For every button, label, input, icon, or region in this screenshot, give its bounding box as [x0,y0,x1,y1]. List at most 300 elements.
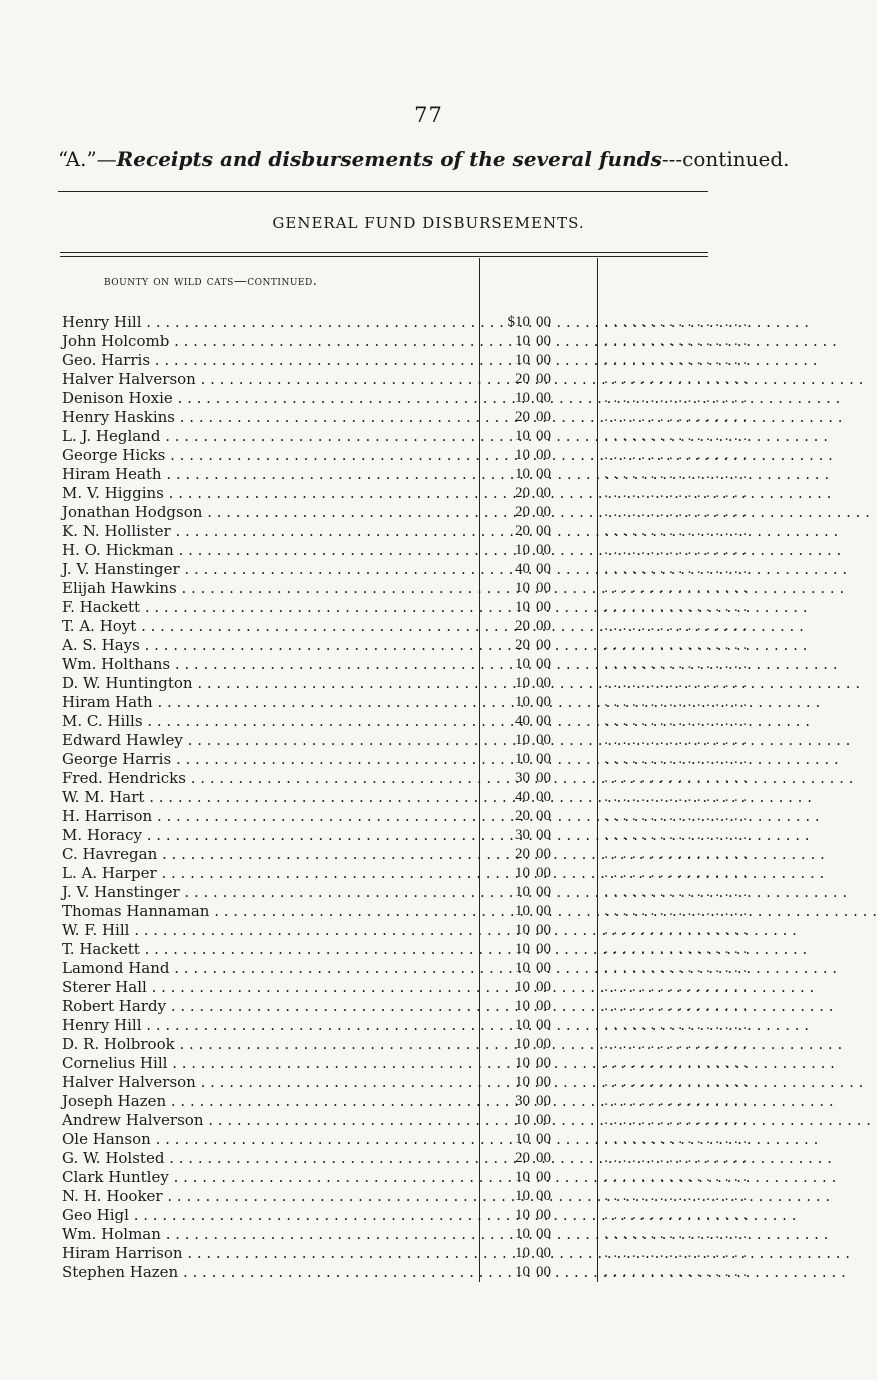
payee-name: Wm. Holman . . . [62,1225,476,1244]
amount-dollars: 10 [515,656,530,672]
amount [500,1149,592,1168]
sub-heading: bounty on wild cats—continued. [104,274,318,289]
payee-name: Lamond Hand . . . [62,959,476,978]
payee-name: F. Hackett . . . [62,598,476,617]
amount-dollars: 10 [515,960,530,976]
amount-cents: 00 [536,1036,551,1052]
amount-dollars: 30 [515,770,530,786]
amount [500,1130,592,1149]
table-row [0,1244,857,1263]
payee-name: Stephen Hazen . . . [62,1263,476,1282]
table-row [0,1168,857,1187]
amount [500,1187,592,1206]
amount [500,1168,592,1187]
amount-cents: 00 [536,1093,551,1109]
amount-cents: 00 [536,447,551,463]
amount [500,940,592,959]
amount-dollars: 20 [515,1150,530,1166]
empty-column-leader: . . . . . . . . . . . . . . . . [604,1132,748,1147]
table-row [0,864,857,883]
amount-dollars: 10 [515,1245,530,1261]
amount-dollars: 10 [515,352,530,368]
amount-cents: 00 [536,884,551,900]
amount [500,750,592,769]
amount-dollars: 10 [515,428,530,444]
empty-column-leader: . . . . . . . . . . . . . . . . [604,942,748,957]
amount-dollars: 20 [515,371,530,387]
heading-suffix: ---continued. [661,147,790,171]
amount-dollars: 40 [515,713,530,729]
amount-dollars: 10 [515,1264,530,1280]
empty-column-leader: . . . . . . . . . . . . . . . . [604,638,748,653]
empty-column-leader: . . . . . . . . . . . . . . . . [604,486,748,501]
table-row [0,1263,857,1282]
empty-column-leader: . . . . . . . . . . . . . . . . [604,847,748,862]
payee-name: M. C. Hills . . . [62,712,476,731]
payee-name: L. J. Hegland . . . [62,427,476,446]
empty-column-leader: . . . . . . . . . . . . . . . . [604,1075,748,1090]
amount [500,522,592,541]
empty-column-leader: . . . . . . . . . . . . . . . . [604,980,748,995]
table-row [0,997,857,1016]
amount-cents: 00 [536,751,551,767]
amount-cents: 00 [536,1207,551,1223]
amount-cents: 00 [536,314,551,330]
amount-dollars: 10 [515,542,530,558]
amount [500,1244,592,1263]
amount-cents: 00 [536,599,551,615]
empty-column-leader: . . . . . . . . . . . . . . . . [604,391,748,406]
amount-cents: 00 [536,1074,551,1090]
empty-column-leader: . . . . . . . . . . . . . . . . [604,334,748,349]
amount [500,408,592,427]
amount-dollars: 10 [515,1036,530,1052]
amount-dollars: 10 [515,998,530,1014]
empty-column-leader: . . . . . . . . . . . . . . . . [604,657,748,672]
amount-dollars: 40 [515,789,530,805]
amount [500,978,592,997]
amount [500,845,592,864]
amount-cents: 00 [536,1055,551,1071]
empty-column-leader: . . . . . . . . . . . . . . . . [604,410,748,425]
empty-column-leader: . . . . . . . . . . . . . . . . [604,1246,748,1261]
empty-column-leader: . . . . . . . . . . . . . . . . [604,790,748,805]
amount-dollars: 10 [515,447,530,463]
amount-cents: 00 [536,1131,551,1147]
amount-dollars: 20 [515,409,530,425]
amount [500,465,592,484]
amount-dollars: 20 [515,523,530,539]
amount-cents: 00 [536,409,551,425]
table-row [0,503,857,522]
payee-name: George Hicks . . . [62,446,476,465]
amount-cents: 00 [536,1017,551,1033]
amount-dollars: 10 [515,941,530,957]
amount-dollars: 10 [515,1112,530,1128]
payee-name: L. A. Harper . . . [62,864,476,883]
empty-column-leader: . . . . . . . . . . . . . . . . [604,771,748,786]
amount [500,446,592,465]
table-row [0,788,857,807]
amount-dollars: 10 [515,979,530,995]
payee-name: J. V. Hanstinger . . . [62,560,476,579]
amount-cents: 00 [536,428,551,444]
amount [500,1092,592,1111]
amount [500,617,592,636]
amount-cents: 00 [536,846,551,862]
payee-name: A. S. Hays . . . [62,636,476,655]
amount-dollars: 10 [515,884,530,900]
heading-italic: Receipts and disbursements of the several funds [116,147,662,171]
amount-cents: 00 [536,675,551,691]
table-row [0,617,857,636]
amount-cents: 00 [536,1150,551,1166]
table-row [0,484,857,503]
empty-column-leader: . . . . . . . . . . . . . . . . [604,923,748,938]
amount [500,332,592,351]
amount-cents: 00 [536,1264,551,1280]
amount [500,560,592,579]
amount-dollars: 10 [515,1188,530,1204]
empty-column-leader: . . . . . . . . . . . . . . . . [604,809,748,824]
amount-cents: 00 [536,390,551,406]
empty-column-leader: . . . . . . . . . . . . . . . . [604,581,748,596]
amount-dollars: 10 [515,333,530,349]
amount [500,1111,592,1130]
empty-column-leader: . . . . . . . . . . . . . . . . [604,1151,748,1166]
payee-name: D. W. Huntington . . . [62,674,476,693]
amount [500,541,592,560]
amount-cents: 00 [536,1245,551,1261]
amount [500,427,592,446]
table-row [0,427,857,446]
amount [500,826,592,845]
table-row [0,370,857,389]
amount [500,731,592,750]
table-row [0,1130,857,1149]
table-row [0,1092,857,1111]
empty-column-leader: . . . . . . . . . . . . . . . . [604,999,748,1014]
payee-name: Henry Hill . . . [62,313,476,332]
table-row [0,940,857,959]
amount-cents: 00 [536,485,551,501]
payee-name: M. Horacy . . . [62,826,476,845]
amount-cents: 00 [536,1188,551,1204]
table-row [0,655,857,674]
empty-column-leader: . . . . . . . . . . . . . . . . [604,695,748,710]
empty-column-leader: . . . . . . . . . . . . . . . . [604,543,748,558]
empty-column-leader: . . . . . . . . . . . . . . . . [604,1113,748,1128]
table-row [0,1035,857,1054]
amount [500,503,592,522]
amount-cents: 00 [536,941,551,957]
amount-dollars: 30 [515,1093,530,1109]
amount [500,788,592,807]
amount-dollars: 20 [515,504,530,520]
amount-cents: 00 [536,1112,551,1128]
amount-cents: 00 [536,523,551,539]
amount-dollars: 20 [515,485,530,501]
table-row [0,902,857,921]
payee-name: Halver Halverson . . . [62,370,476,389]
amount-dollars: 20 [515,846,530,862]
payee-name: Ole Hanson . . . [62,1130,476,1149]
amount [500,883,592,902]
empty-column-leader: . . . . . . . . . . . . . . . . [604,562,748,577]
payee-name: G. W. Holsted . . . [62,1149,476,1168]
payee-name: H. O. Hickman . . . [62,541,476,560]
payee-name: T. Hackett . . . [62,940,476,959]
table-row [0,978,857,997]
section-title: GENERAL FUND DISBURSEMENTS. [272,214,585,232]
table-row [0,408,857,427]
payee-name: Clark Huntley . . . [62,1168,476,1187]
empty-column-leader: . . . . . . . . . . . . . . . . [604,714,748,729]
payee-name: M. V. Higgins . . . [62,484,476,503]
amount [500,921,592,940]
payee-name: Joseph Hazen . . . [62,1092,476,1111]
empty-column-leader: . . . . . . . . . . . . . . . . [604,961,748,976]
table-row [0,465,857,484]
table-row [0,598,857,617]
amount-dollars: 10 [515,1131,530,1147]
amount-dollars: 10 [515,694,530,710]
empty-column-leader: . . . . . . . . . . . . . . . . [604,448,748,463]
amount [500,807,592,826]
empty-column-leader: . . . . . . . . . . . . . . . . [604,828,748,843]
amount-dollars: 10 [515,390,530,406]
table-row [0,1016,857,1035]
empty-column-leader: . . . . . . . . . . . . . . . . [604,1170,748,1185]
empty-column-leader: . . . . . . . . . . . . . . . . [604,619,748,634]
amount-dollars: 10 [515,1207,530,1223]
amount-dollars: 10 [515,1074,530,1090]
payee-name: J. V. Hanstinger . . . [62,883,476,902]
table-row [0,845,857,864]
amount-cents: 00 [536,865,551,881]
amount [500,1073,592,1092]
amount-dollars: 40 [515,561,530,577]
table-row [0,541,857,560]
amount-cents: 00 [536,998,551,1014]
amount-dollars: 10 [515,1169,530,1185]
payee-name: Elijah Hawkins . . . [62,579,476,598]
disbursement-list [0,313,857,1282]
empty-column-leader: . . . . . . . . . . . . . . . . [604,1227,748,1242]
empty-column-leader: . . . . . . . . . . . . . . . . [604,600,748,615]
amount-cents: 00 [536,827,551,843]
heading-rule [58,191,708,192]
amount [500,769,592,788]
amount [500,370,592,389]
amount-cents: 00 [536,580,551,596]
amount [500,351,592,370]
table-row [0,446,857,465]
table-row [0,693,857,712]
empty-column-leader: . . . . . . . . . . . . . . . . [604,1189,748,1204]
table-row [0,883,857,902]
payee-name: Andrew Halverson . . . [62,1111,476,1130]
table-row [0,712,857,731]
table-row [0,636,857,655]
empty-column-leader: . . . . . . . . . . . . . . . . [604,1208,748,1223]
empty-column-leader: . . . . . . . . . . . . . . . . [604,1094,748,1109]
payee-name: Geo. Harris . . . [62,351,476,370]
payee-name: C. Havregan . . . [62,845,476,864]
empty-column-leader: . . . . . . . . . . . . . . . . [604,505,748,520]
payee-name: D. R. Holbrook . . . [62,1035,476,1054]
empty-column-leader: . . . . . . . . . . . . . . . . [604,467,748,482]
amount-cents: 00 [536,694,551,710]
amount [500,1016,592,1035]
table-row [0,959,857,978]
page-heading [58,147,790,171]
payee-name: Wm. Holthans . . . [62,655,476,674]
amount-cents: 00 [536,656,551,672]
amount [500,1225,592,1244]
payee-name: W. M. Hart . . . [62,788,476,807]
payee-name: H. Harrison . . . [62,807,476,826]
table-row [0,921,857,940]
payee-name: Jonathan Hodgson . . . [62,503,476,522]
payee-name: Geo Higl . . . [62,1206,476,1225]
amount-dollars: 10 [515,580,530,596]
amount [500,313,592,332]
amount-cents: 00 [536,1226,551,1242]
amount [500,712,592,731]
payee-name: Robert Hardy . . . [62,997,476,1016]
table-row [0,731,857,750]
amount [500,1054,592,1073]
amount-dollars: 10 [515,1017,530,1033]
amount [500,579,592,598]
amount-dollars: 10 [515,1055,530,1071]
payee-name: Denison Hoxie . . . [62,389,476,408]
amount-cents: 00 [536,808,551,824]
amount-dollars: 20 [515,808,530,824]
empty-column-leader: . . . . . . . . . . . . . . . . [604,866,748,881]
amount [500,389,592,408]
empty-column-leader: . . . . . . . . . . . . . . . . [604,524,748,539]
amount-dollars: 10 [515,466,530,482]
empty-column-leader: . . . . . . . . . . . . . . . . [604,1037,748,1052]
payee-name: George Harris . . . [62,750,476,769]
amount-dollars: 10 [515,732,530,748]
table-row [0,1073,857,1092]
table-row [0,332,857,351]
amount [500,693,592,712]
empty-column-leader: . . . . . . . . . . . . . . . . [604,429,748,444]
amount-cents: 00 [536,561,551,577]
amount-cents: 00 [536,637,551,653]
table-top-double-rule [60,252,708,257]
payee-name: Sterer Hall . . . [62,978,476,997]
table-row [0,1187,857,1206]
amount-cents: 00 [536,371,551,387]
amount [500,1035,592,1054]
amount [500,636,592,655]
table-row [0,674,857,693]
empty-column-leader: . . . . . . . . . . . . . . . . [604,1056,748,1071]
empty-column-leader: . . . . . . . . . . . . . . . . [604,353,748,368]
empty-column-leader: . . . . . . . . . . . . . . . . [604,733,748,748]
payee-name: Fred. Hendricks . . . [62,769,476,788]
amount [500,674,592,693]
amount [500,655,592,674]
payee-name: Hiram Hath . . . [62,693,476,712]
amount-dollars: 10 [515,675,530,691]
payee-name: Hiram Harrison . . . [62,1244,476,1263]
payee-name: John Holcomb . . . [62,332,476,351]
payee-name: Halver Halverson . . . [62,1073,476,1092]
amount-dollars: 10 [515,903,530,919]
amount-cents: 00 [536,770,551,786]
amount-cents: 00 [536,903,551,919]
amount-cents: 00 [536,979,551,995]
table-row [0,826,857,845]
amount-cents: 00 [536,713,551,729]
table-row [0,351,857,370]
table-row [0,769,857,788]
payee-name: T. A. Hoyt . . . [62,617,476,636]
empty-column-leader: . . . . . . . . . . . . . . . . [604,372,748,387]
payee-name: Thomas Hannaman . . . [62,902,476,921]
payee-name: K. N. Hollister . . . [62,522,476,541]
amount-cents: 00 [536,333,551,349]
payee-name: Hiram Heath . . . [62,465,476,484]
table-row [0,1149,857,1168]
amount-cents: 00 [536,504,551,520]
amount [500,902,592,921]
amount [500,598,592,617]
amount [500,1263,592,1282]
table-row [0,1111,857,1130]
empty-column-leader: . . . . . . . . . . . . . . . . [604,1018,748,1033]
payee-name: Cornelius Hill . . . [62,1054,476,1073]
amount-dollars: 10 [515,865,530,881]
heading-prefix: “A.”— [58,147,117,171]
table-row [0,1054,857,1073]
table-row [0,579,857,598]
amount-cents: 00 [536,466,551,482]
amount-cents: 00 [536,618,551,634]
amount-cents: 00 [536,732,551,748]
table-row [0,313,857,332]
amount-cents: 00 [536,922,551,938]
amount-dollars: 10 [515,751,530,767]
table-row [0,522,857,541]
amount-cents: 00 [536,960,551,976]
amount-dollars: 10 [515,922,530,938]
table-row [0,1225,857,1244]
amount [500,997,592,1016]
amount-cents: 00 [536,542,551,558]
empty-column-leader: . . . . . . . . . . . . . . . . [604,885,748,900]
empty-column-leader: . . . . . . . . . . . . . . . . [604,1265,748,1280]
empty-column-leader: . . . . . . . . . . . . . . . . [604,904,748,919]
payee-name: Henry Haskins . . . [62,408,476,427]
amount [500,1206,592,1225]
amount [500,959,592,978]
amount-dollars: 10 [515,599,530,615]
amount-cents: 00 [536,1169,551,1185]
payee-name: W. F. Hill . . . [62,921,476,940]
amount-dollars: 20 [515,618,530,634]
table-row [0,750,857,769]
amount-cents: 00 [536,789,551,805]
table-row [0,1206,857,1225]
empty-column-leader: . . . . . . . . . . . . . . . . [604,676,748,691]
